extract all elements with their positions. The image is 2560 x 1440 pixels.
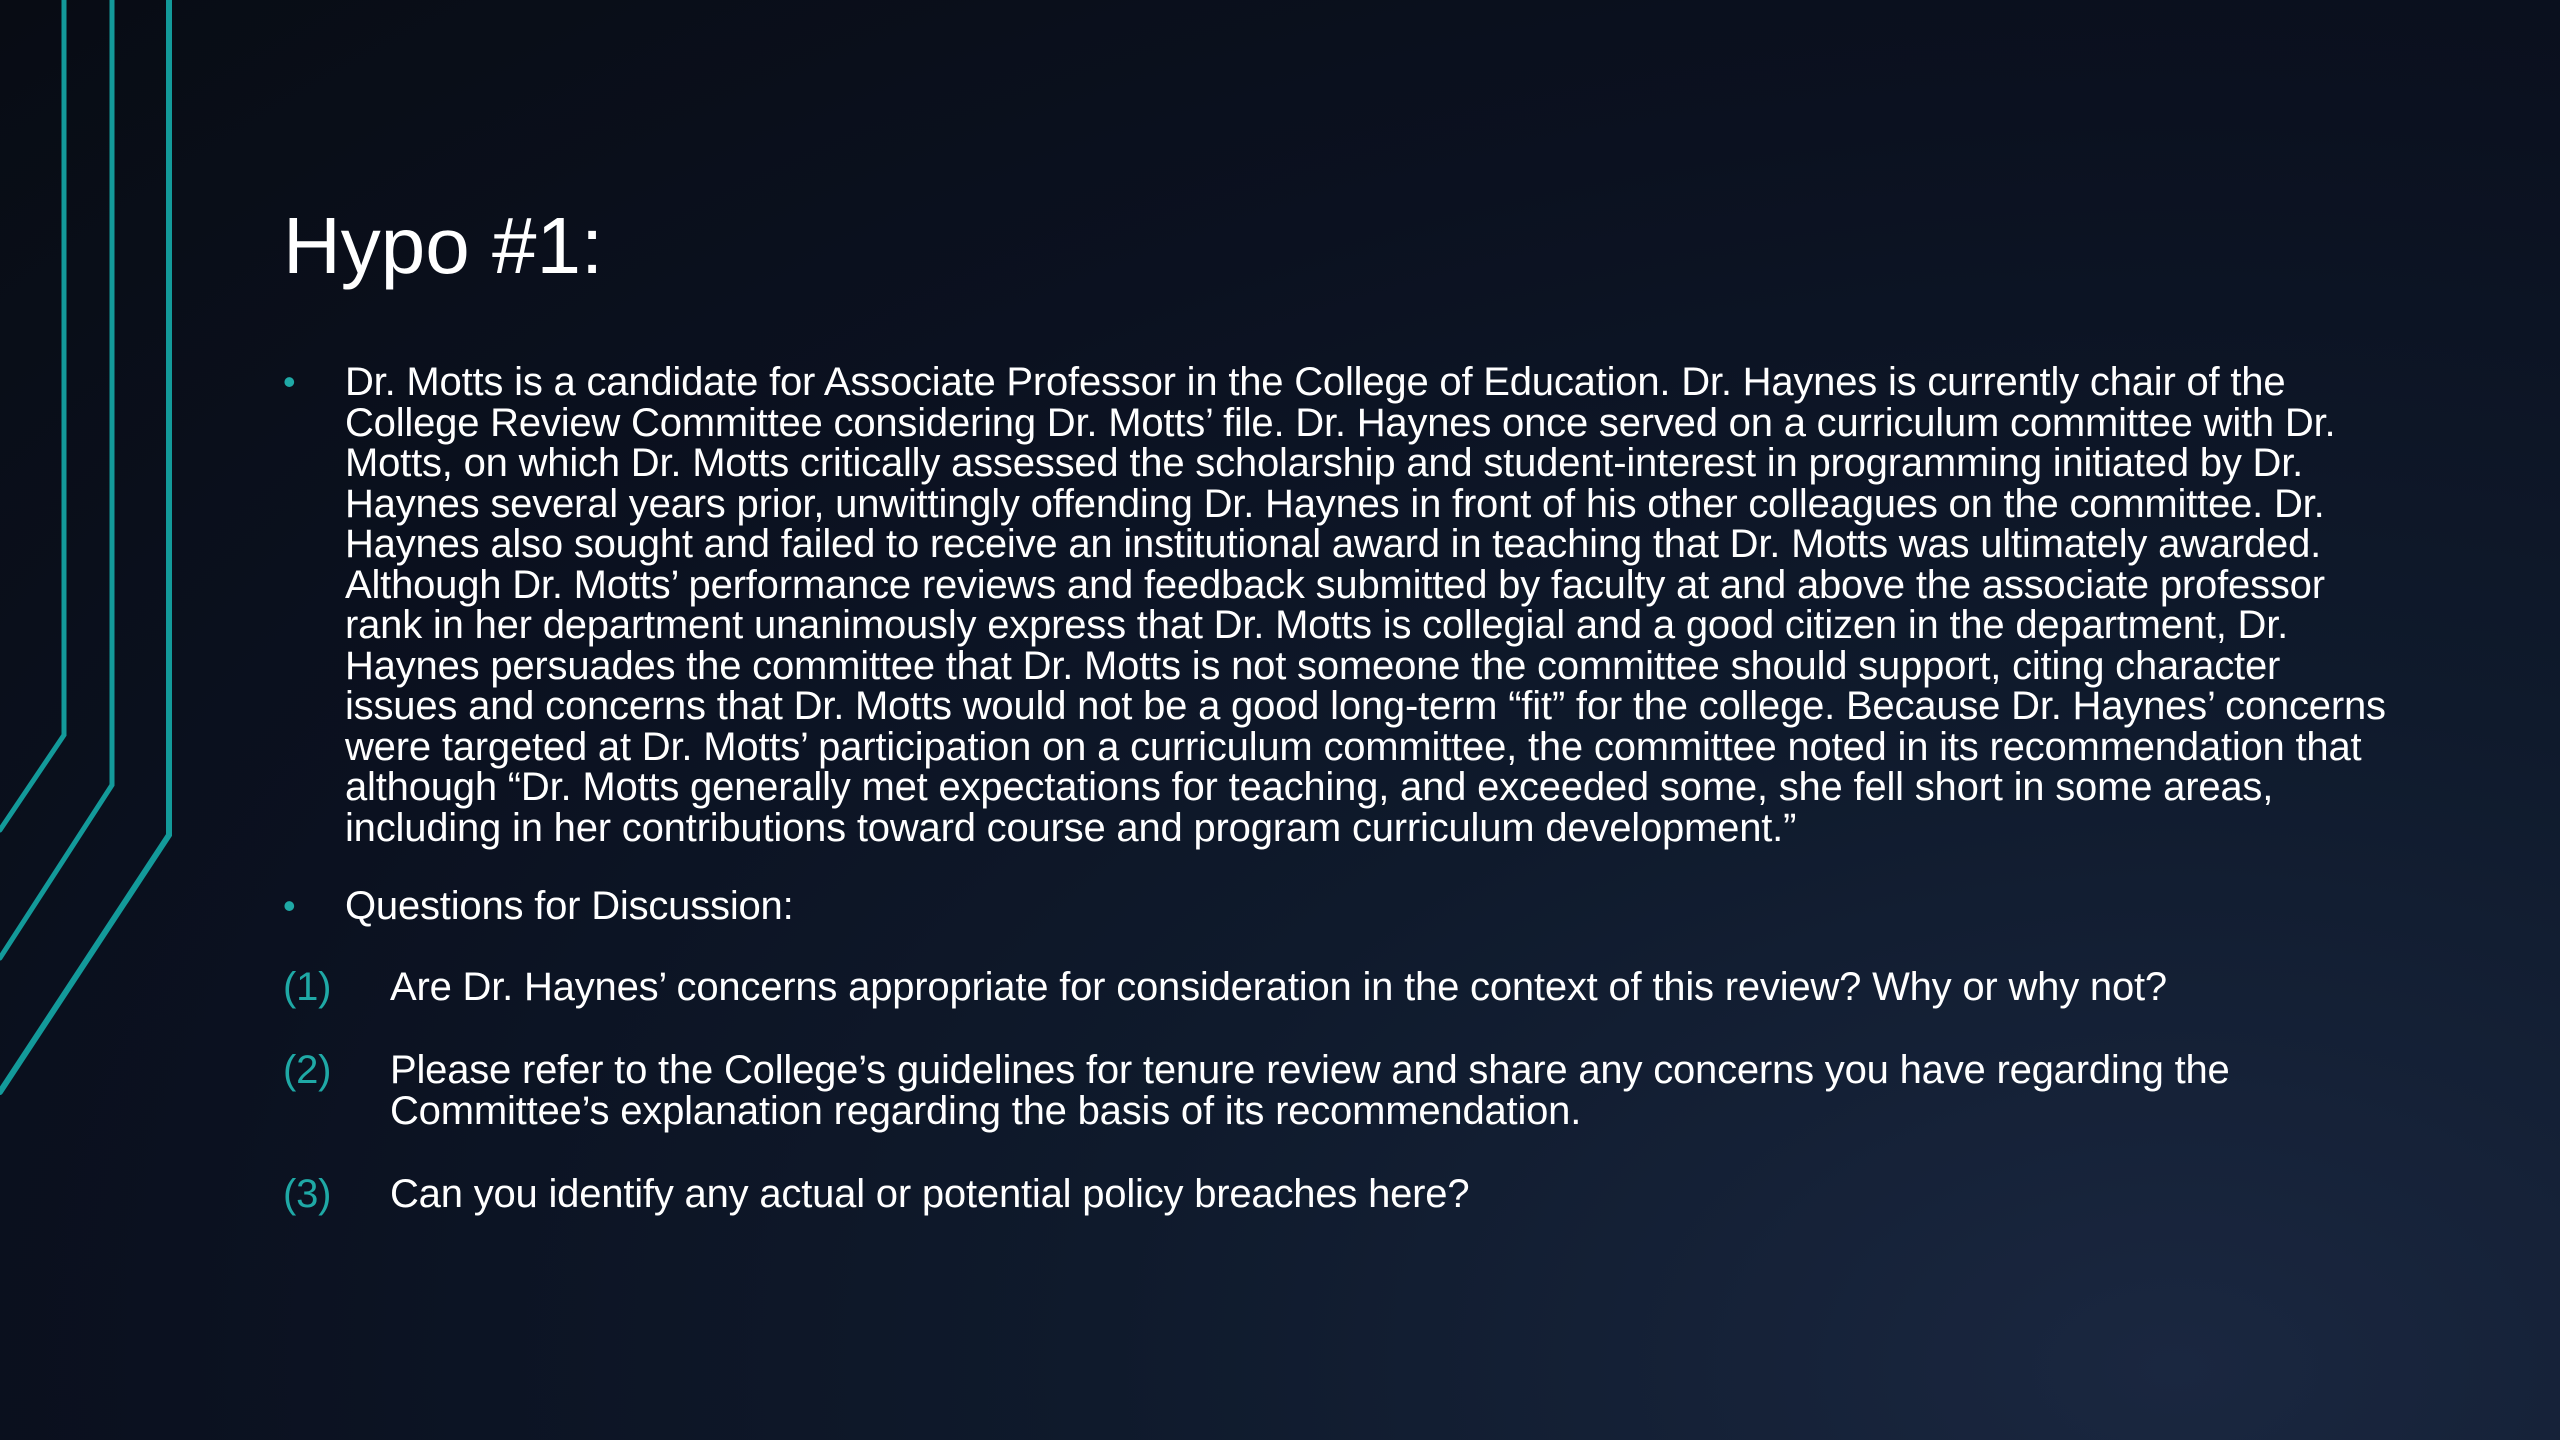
question-item-2 xyxy=(283,1050,2403,1131)
question-text: Please refer to the College’s guidelines for tenure review and share any concerns you have regarding the Committee’s explanation regarding the basis of its recommendation. xyxy=(390,1048,2230,1133)
decorative-teal-lines xyxy=(0,0,200,1440)
question-item-1 xyxy=(283,964,2403,1009)
question-text: Can you identify any actual or potential policy breaches here? xyxy=(390,1172,1470,1216)
question-list xyxy=(283,964,2403,1216)
question-item-3 xyxy=(283,1174,2403,1215)
bullet-dot: • xyxy=(283,885,296,926)
slide-content xyxy=(283,362,2403,1258)
decor-line-middle xyxy=(0,0,112,958)
question-number: (2) xyxy=(283,1048,332,1092)
question-number: (1) xyxy=(283,964,332,1009)
slide-title: Hypo #1: xyxy=(283,201,604,290)
question-number: (3) xyxy=(283,1172,332,1216)
bullet-item-questions-heading xyxy=(283,886,2403,927)
scenario-text: Dr. Motts is a candidate for Associate Professor in the College of Education. Dr. Haynes is currently chair of the College Review Committee considering Dr. Motts’ file. Dr. Haynes once served on a curriculum committee with Dr. Motts, on which Dr. Motts critically assessed the scholarship and student-interest in programming initiated by Dr. Haynes several years prior, unwittingly offending Dr. Haynes in front of his other colleagues on the committee. Dr. Haynes also sought and failed to receive an institutional award in teaching that Dr. Motts was ultimately awarded. Although Dr. Motts’ performance reviews and feedback submitted by faculty at and above the associate professor rank in her department unanimously express that Dr. Motts is collegial and a good citizen in the department, Dr. Haynes persuades the committee that Dr. Motts is not someone the committee should support, citing character issues and concerns that Dr. Motts would not be a good long-term “fit” for the college. Because Dr. Haynes’ concerns were targeted at Dr. Motts’ participation on a curriculum committee, the committee noted in its recommendation that although “Dr. Motts generally met expectations for teaching, and exceeded some, she fell short in some areas, including in her contributions toward course and program curriculum development.” xyxy=(345,360,2386,850)
decor-line-inner xyxy=(0,0,64,830)
questions-heading: Questions for Discussion: xyxy=(345,884,794,928)
bullet-item-scenario xyxy=(283,362,2403,848)
decor-line-outer xyxy=(0,0,169,1092)
bullet-dot: • xyxy=(283,361,296,402)
question-text: Are Dr. Haynes’ concerns appropriate for consideration in the context of this review? Why or why not? xyxy=(390,964,2167,1009)
